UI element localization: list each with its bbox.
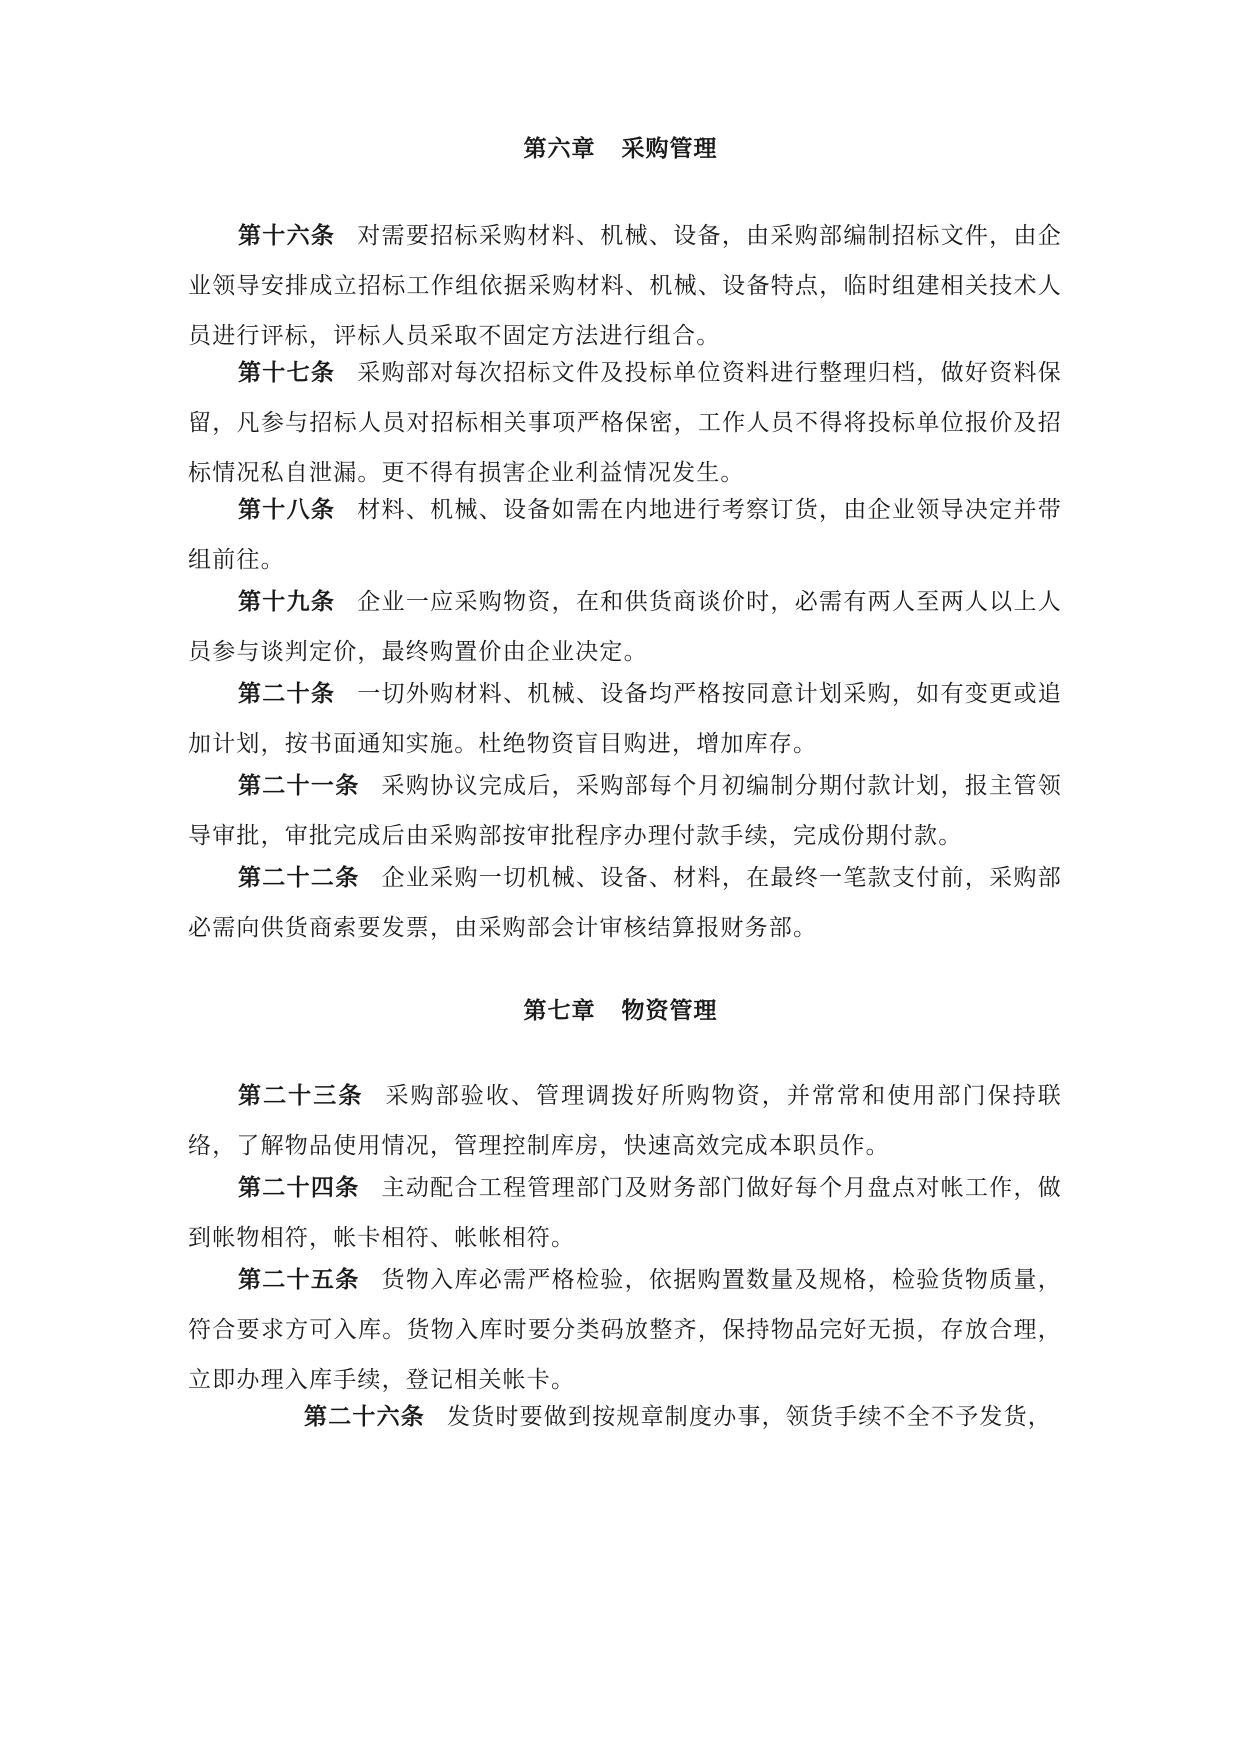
- chapter-7-number: 第七章: [523, 997, 596, 1024]
- article-21: [188, 761, 1062, 861]
- article-23: [188, 1071, 1062, 1171]
- article-number: 第二十一条: [238, 772, 360, 799]
- article-number: 第二十四条: [238, 1174, 360, 1201]
- article-number: 第二十五条: [238, 1266, 360, 1293]
- chapter-6-number: 第六章: [523, 135, 596, 162]
- article-text: 货物入库必需严格检验，依据购置数量及规格，检验货物质量，符合要求方可入库。货物入库时要分类码放整齐，保持物品完好无损，存放合理，立即办理入库手续，登记相关帐卡。: [188, 1267, 1062, 1393]
- article-text: 一切外购材料、机械、设备均严格按同意计划采购，如有变更或追加计划，按书面通知实施。杜绝物资盲目购进，增加库存。: [188, 681, 1062, 757]
- article-number: 第二十二条: [238, 864, 360, 891]
- article-17: [188, 348, 1062, 498]
- article-text: 发货时要做到按规章制度办事，领货手续不全不予发货，: [447, 1404, 1052, 1430]
- article-text: 企业一应采购物资，在和供货商谈价时，必需有两人至两人以上人员参与谈判定价，最终购置价由企业决定。: [188, 589, 1062, 665]
- chapter-6-heading: [0, 134, 1241, 164]
- article-19: [188, 577, 1062, 677]
- article-text: 主动配合工程管理部门及财务部门做好每个月盘点对帐工作，做到帐物相符，帐卡相符、帐帐相符。: [188, 1175, 1062, 1251]
- article-20: [188, 669, 1062, 769]
- article-number: 第十八条: [238, 496, 336, 523]
- article-25: [188, 1255, 1062, 1405]
- article-text: 采购部对每次招标文件及投标单位资料进行整理归档，做好资料保留，凡参与招标人员对招标相关事项严格保密，工作人员不得将投标单位报价及招标情况私自泄漏。更不得有损害企业利益情况发生。: [188, 360, 1062, 486]
- article-number: 第十六条: [238, 222, 336, 249]
- article-text: 对需要招标采购材料、机械、设备，由采购部编制招标文件，由企业领导安排成立招标工作组依据采购材料、机械、设备特点，临时组建相关技术人员进行评标，评标人员采取不固定方法进行组合。: [188, 223, 1062, 349]
- article-22: [188, 853, 1062, 953]
- article-text: 采购部验收、管理调拨好所购物资，并常常和使用部门保持联络，了解物品使用情况，管理控制库房，快速高效完成本职员作。: [188, 1083, 1062, 1159]
- article-number: 第二十三条: [238, 1082, 364, 1109]
- article-number: 第十七条: [238, 359, 336, 386]
- chapter-7-title: 物资管理: [621, 997, 718, 1024]
- article-16: [188, 211, 1062, 361]
- article-text: 采购协议完成后，采购部每个月初编制分期付款计划，报主管领导审批，审批完成后由采购部按审批程序办理付款手续，完成份期付款。: [188, 773, 1062, 849]
- article-number: 第二十六条: [304, 1403, 425, 1430]
- article-26: [188, 1392, 1062, 1442]
- article-number: 第十九条: [238, 588, 336, 615]
- chapter-7-heading: [0, 996, 1241, 1026]
- article-text: 材料、机械、设备如需在内地进行考察订货，由企业领导决定并带组前往。: [188, 497, 1062, 573]
- article-text: 企业采购一切机械、设备、材料，在最终一笔款支付前，采购部必需向供货商索要发票，由采购部会计审核结算报财务部。: [188, 865, 1062, 941]
- article-24: [188, 1163, 1062, 1263]
- article-number: 第二十条: [238, 680, 336, 707]
- article-18: [188, 485, 1062, 585]
- chapter-6-title: 采购管理: [621, 135, 718, 162]
